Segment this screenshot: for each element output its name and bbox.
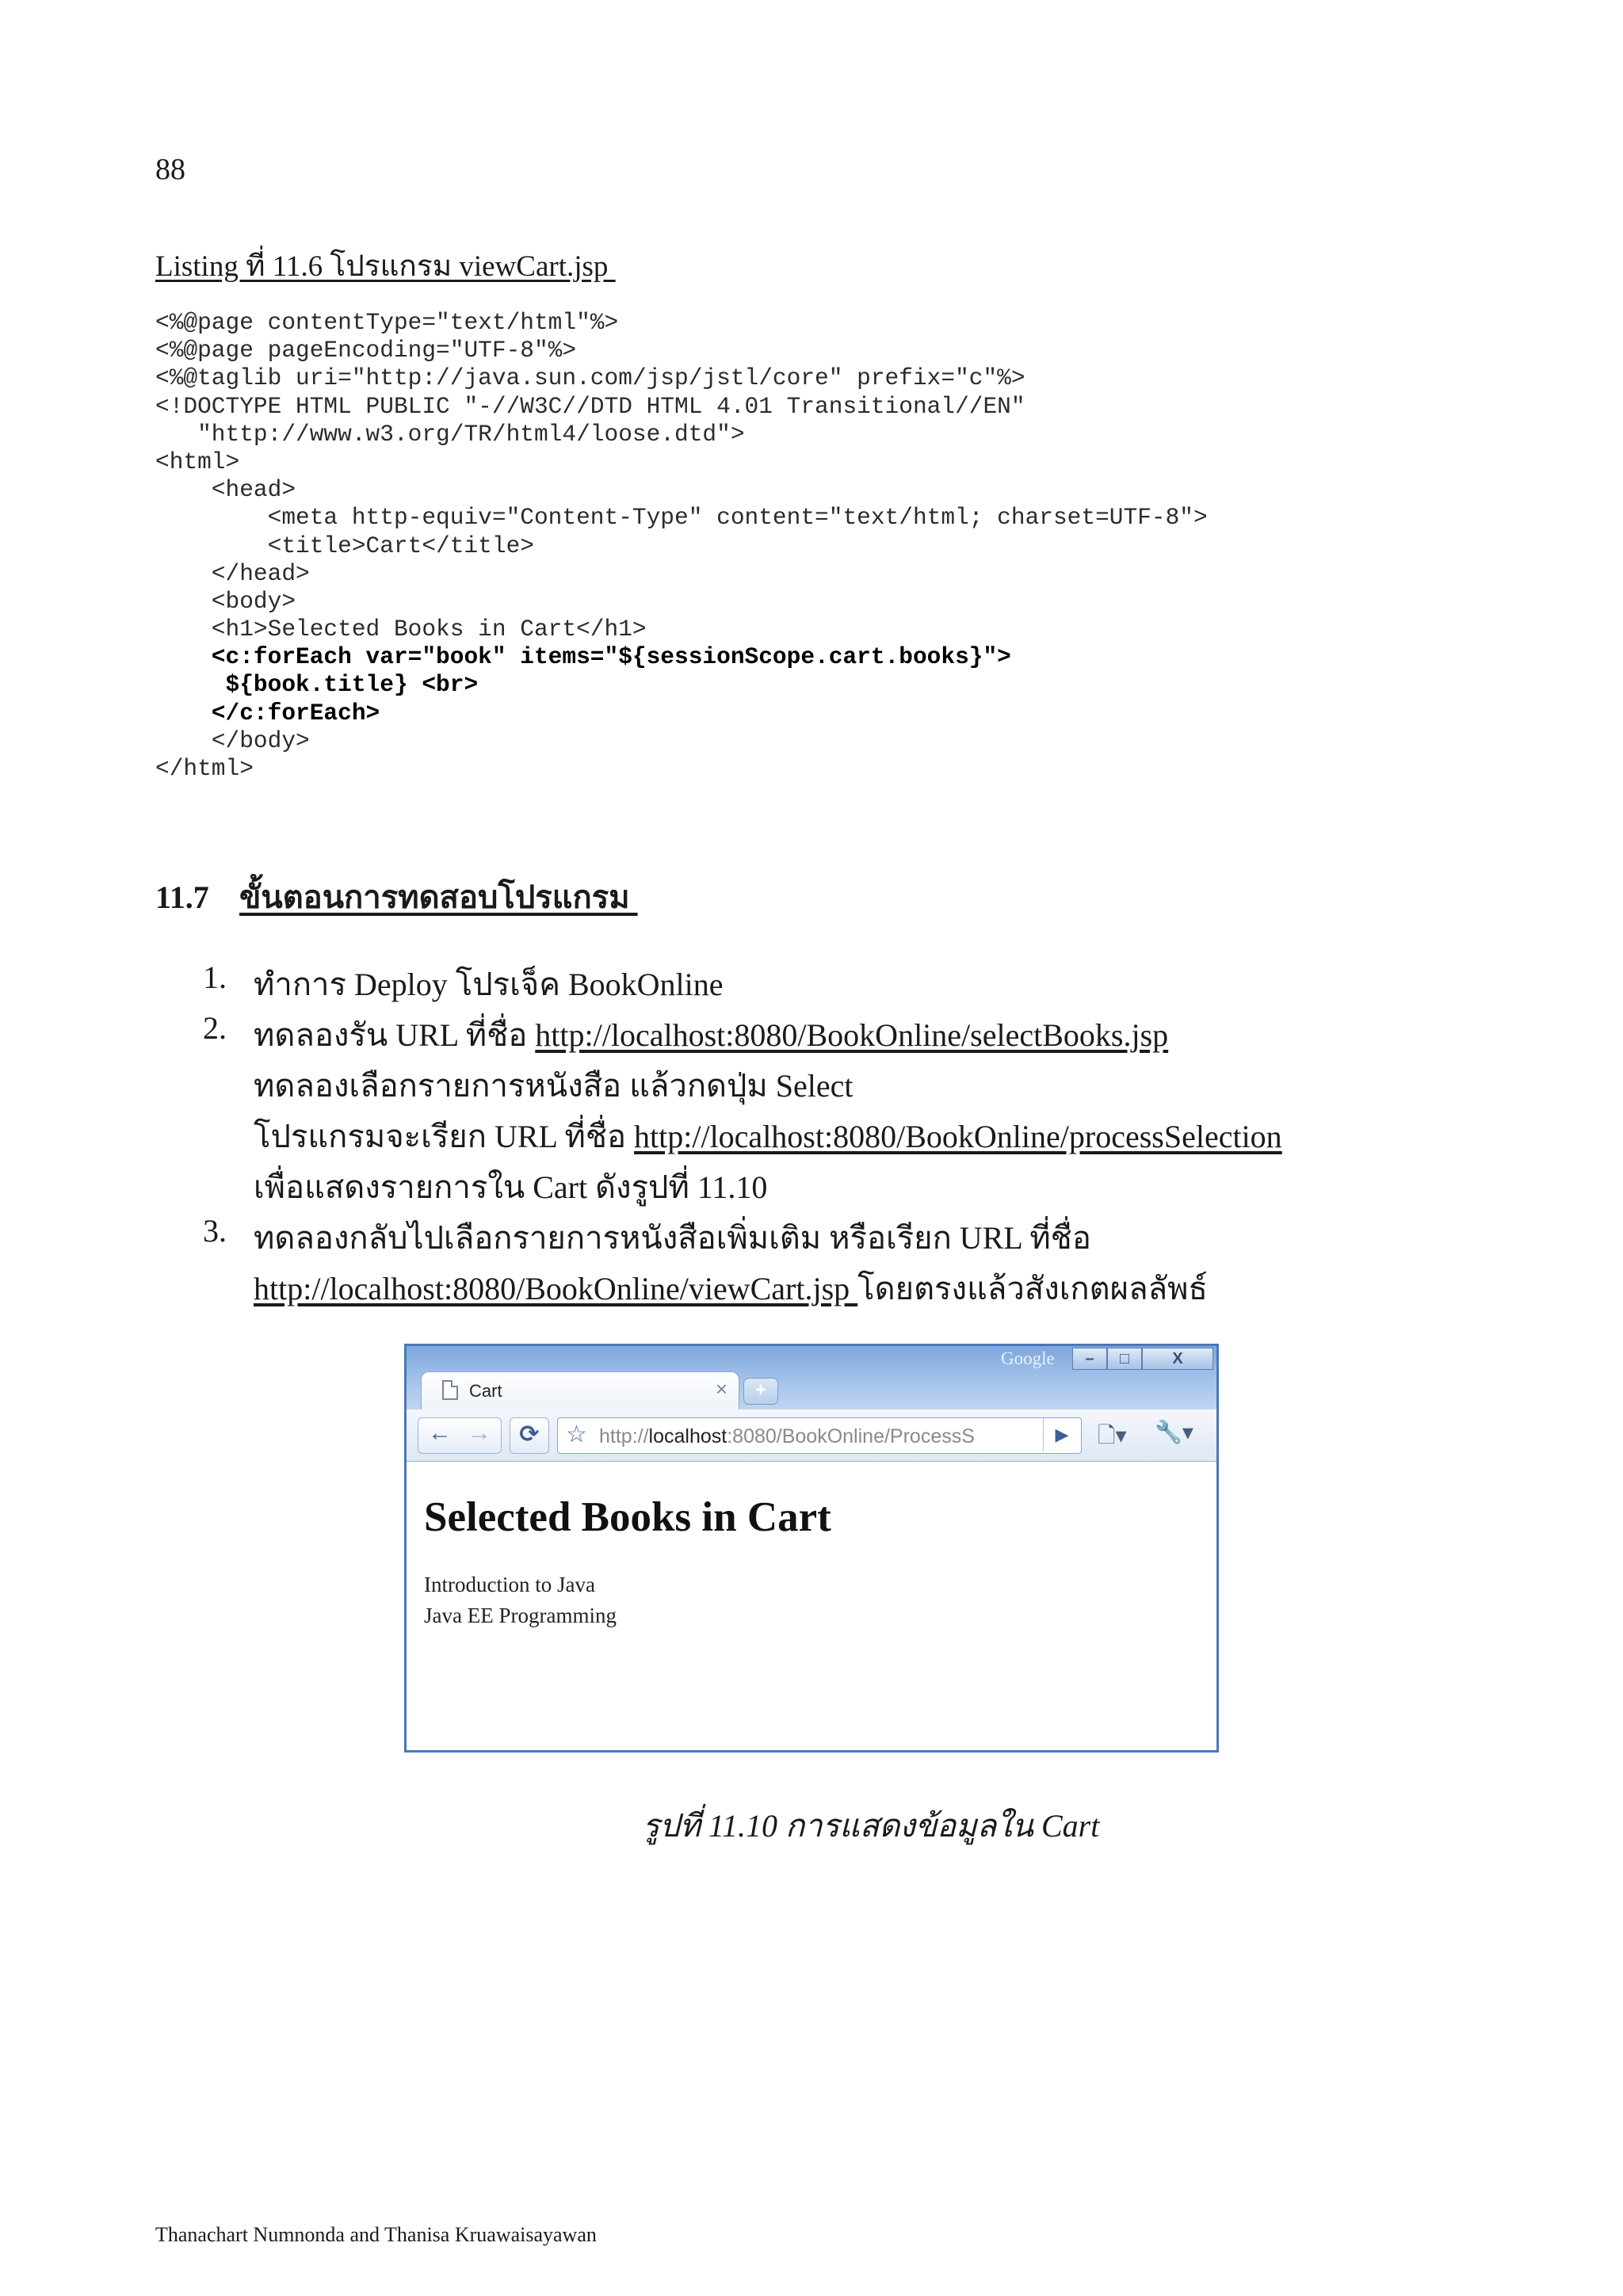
code-line: <%@page pageEncoding="UTF-8"%> — [155, 337, 577, 364]
code-line: </head> — [155, 559, 310, 587]
url-host: localhost — [648, 1425, 727, 1447]
forward-arrow-icon[interactable]: → — [468, 1420, 491, 1446]
cart-item: Java EE Programming — [424, 1604, 617, 1627]
code-line: <title>Cart</title> — [155, 532, 534, 559]
browser-tab-cart[interactable] — [421, 1371, 739, 1410]
step-2-number: 2. — [203, 1010, 227, 1046]
page-menu-icon[interactable]: 🗋▾ — [1098, 1423, 1127, 1447]
step-1-number: 1. — [203, 959, 227, 995]
back-arrow-icon[interactable]: ← — [428, 1420, 452, 1446]
step-3-text: ทดลองกลับไปเลือกรายการหนังสือเพิ่มเติม หรือเรียก URL ที่ชื่อ — [254, 1220, 1091, 1256]
maximize-button[interactable]: □ — [1107, 1348, 1142, 1370]
url-path: :8080/BookOnline/ProcessS — [727, 1425, 975, 1447]
nav-buttons — [418, 1417, 502, 1454]
code-line: ${book.title} <br> — [155, 671, 479, 699]
listing-caption: Listing ที่ 11.6 โปรแกรม viewCart.jsp — [155, 250, 616, 283]
code-line: <c:forEach var="book" items="${sessionScope.cart.books}"> — [155, 643, 1011, 671]
step-2-line-3-text: โปรแกรมจะเรียก URL ที่ชื่อ — [254, 1119, 634, 1154]
code-line: <html> — [155, 448, 240, 475]
address-bar[interactable] — [557, 1417, 1082, 1454]
step-2-line-1 — [254, 1009, 1168, 1060]
step-3-after-text: โดยตรงแล้วสังเกตผลลัพธ์ — [857, 1271, 1208, 1306]
section-title: ขั้นตอนการทดสอบโปรแกรม — [239, 879, 638, 915]
code-line: <%@taglib uri="http://java.sun.com/jsp/jstl/core" prefix="c"%> — [155, 364, 1025, 392]
page-number: 88 — [155, 153, 185, 186]
url-text — [599, 1425, 1035, 1448]
step-2-line-3 — [254, 1111, 1282, 1161]
cart-item: Introduction to Java — [424, 1573, 595, 1596]
step-2-line-2: ทดลองเลือกรายการหนังสือ แล้วกดปุ่ม Select — [254, 1068, 854, 1104]
minimize-button[interactable]: – — [1072, 1348, 1107, 1370]
code-line: <body> — [155, 587, 296, 615]
select-books-link[interactable]: http://localhost:8080/BookOnline/selectBooks.jsp — [535, 1017, 1169, 1053]
bookmark-star-icon[interactable]: ☆ — [566, 1421, 587, 1447]
code-line: <head> — [155, 476, 296, 504]
code-line: </html> — [155, 755, 254, 782]
browser-toolbar — [407, 1409, 1216, 1462]
step-2-line-4: เพื่อแสดงรายการใน Cart ดังรูปที่ 11.10 — [254, 1169, 768, 1205]
browser-window-screenshot — [404, 1344, 1219, 1753]
step-3-number: 3. — [203, 1213, 227, 1249]
step-3-line-2 — [254, 1263, 1208, 1314]
code-line: "http://www.w3.org/TR/html4/loose.dtd"> — [155, 420, 745, 448]
section-number: 11.7 — [155, 879, 209, 915]
url-prefix: http:// — [599, 1425, 649, 1447]
page-footer: Thanachart Numnonda and Thanisa Kruawaisayawan — [155, 2223, 597, 2246]
close-window-button[interactable]: X — [1142, 1348, 1213, 1370]
code-line: </body> — [155, 727, 310, 754]
reload-icon[interactable]: ⟳ — [510, 1417, 549, 1454]
wrench-menu-icon[interactable]: 🔧▾ — [1155, 1420, 1193, 1444]
section-heading — [155, 871, 638, 922]
figure-caption: รูปที่ 11.10 การแสดงข้อมูลใน Cart — [642, 1808, 1100, 1844]
cart-heading: Selected Books in Cart — [424, 1494, 831, 1540]
process-selection-link[interactable]: http://localhost:8080/BookOnline/processSelection — [634, 1119, 1282, 1154]
code-listing — [155, 309, 1208, 783]
new-tab-button[interactable]: + — [743, 1378, 778, 1405]
code-line: <h1>Selected Books in Cart</h1> — [155, 616, 647, 643]
code-line: </c:forEach> — [155, 699, 380, 727]
code-line: <%@page contentType="text/html"%> — [155, 309, 619, 336]
google-label: Google — [1001, 1348, 1055, 1368]
step-1-text: ทำการ Deploy โปรเจ็ค BookOnline — [254, 967, 724, 1002]
page-icon — [442, 1380, 458, 1400]
code-line: <!DOCTYPE HTML PUBLIC "-//W3C//DTD HTML 4.01 Transitional//EN" — [155, 392, 1025, 420]
step-2-text: ทดลองรัน URL ที่ชื่อ — [254, 1017, 536, 1053]
tab-close-icon[interactable]: × — [715, 1377, 727, 1401]
browser-page-content — [407, 1462, 1216, 1750]
code-line: <meta http-equiv="Content-Type" content="text/html; charset=UTF-8"> — [155, 504, 1208, 532]
go-play-icon[interactable]: ▶ — [1043, 1418, 1080, 1451]
tab-title: Cart — [469, 1381, 502, 1401]
view-cart-link[interactable]: http://localhost:8080/BookOnline/viewCart.jsp — [254, 1271, 858, 1306]
